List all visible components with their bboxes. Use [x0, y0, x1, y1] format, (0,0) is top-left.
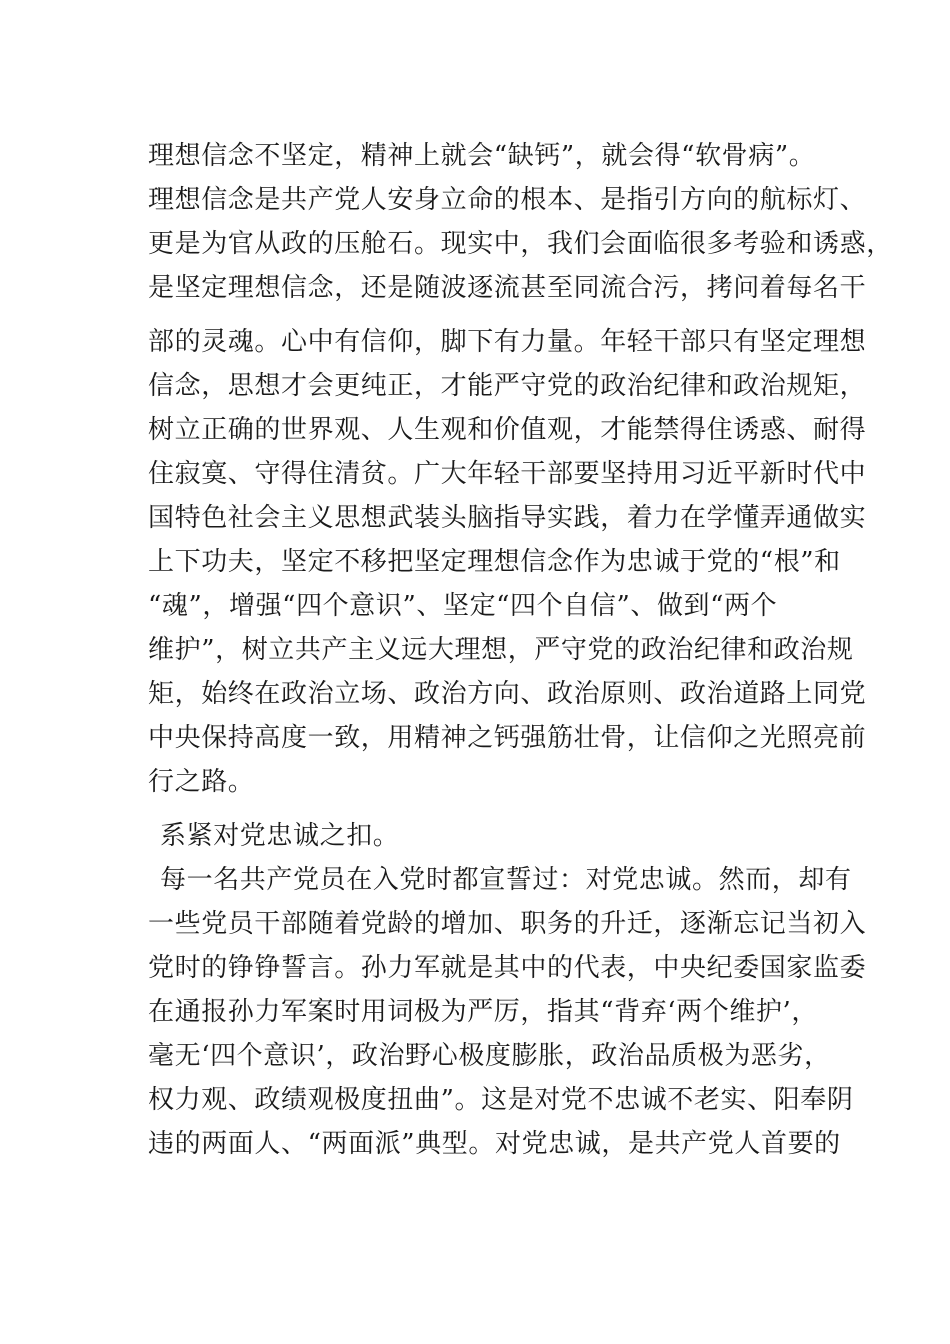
text-line: 毫无‘四个意识’，政治野心极度膨胀，政治品质极为恶劣，: [148, 1041, 831, 1071]
text-line: 上下功夫，坚定不移把坚定理想信念作为忠诚于党的“根”和: [148, 547, 841, 577]
text-line: 理想信念是共产党人安身立命的根本、是指引方向的航标灯、: [148, 185, 867, 215]
text-line: 理想信念不坚定，精神上就会“缺钙”，就会得“软骨病”。: [148, 141, 816, 171]
text-line: 一些党员干部随着党龄的增加、职务的升迁，逐渐忘记当初入: [148, 909, 867, 939]
text-line: 中央保持高度一致，用精神之钙强筋壮骨，让信仰之光照亮前: [148, 723, 867, 753]
text-line: 是坚定理想信念，还是随波逐流甚至同流合污，拷问着每名干: [148, 273, 867, 303]
text-line: “魂”，增强“四个意识”、坚定“四个自信”、做到“两个: [148, 591, 778, 621]
text-line: 住寂寞、守得住清贫。广大年轻干部要坚持用习近平新时代中: [148, 459, 867, 489]
text-line: 行之路。: [148, 767, 255, 797]
paragraph-first-line: 每一名共产党员在入党时都宣誓过：对党忠诚。然而，却有: [160, 865, 852, 895]
text-line: 矩，始终在政治立场、政治方向、政治原则、政治道路上同党: [148, 679, 867, 709]
text-line: 部的灵魂。心中有信仰，脚下有力量。年轻干部只有坚定理想: [148, 327, 867, 357]
text-line: 维护”，树立共产主义远大理想，严守党的政治纪律和政治规: [148, 635, 854, 665]
text-line: 在通报孙力军案时用词极为严厉，指其“背弃‘两个维护’，: [148, 997, 819, 1027]
text-line: 树立正确的世界观、人生观和价值观，才能禁得住诱惑、耐得: [148, 415, 867, 445]
text-line: 党时的铮铮誓言。孙力军就是其中的代表，中央纪委国家监委: [148, 953, 867, 983]
text-line: 违的两面人、“两面派”典型。对党忠诚，是共产党人首要的: [148, 1129, 841, 1159]
text-line: 更是为官从政的压舱石。现实中，我们会面临很多考验和诱惑，: [148, 229, 893, 259]
text-line: 信念，思想才会更纯正，才能严守党的政治纪律和政治规矩，: [148, 371, 867, 401]
text-line: 国特色社会主义思想武装头脑指导实践，着力在学懂弄通做实: [148, 503, 867, 533]
section-heading: 系紧对党忠诚之扣。: [160, 821, 400, 851]
text-line: 权力观、政绩观极度扭曲”。这是对党不忠诚不老实、阳奉阴: [148, 1085, 854, 1115]
